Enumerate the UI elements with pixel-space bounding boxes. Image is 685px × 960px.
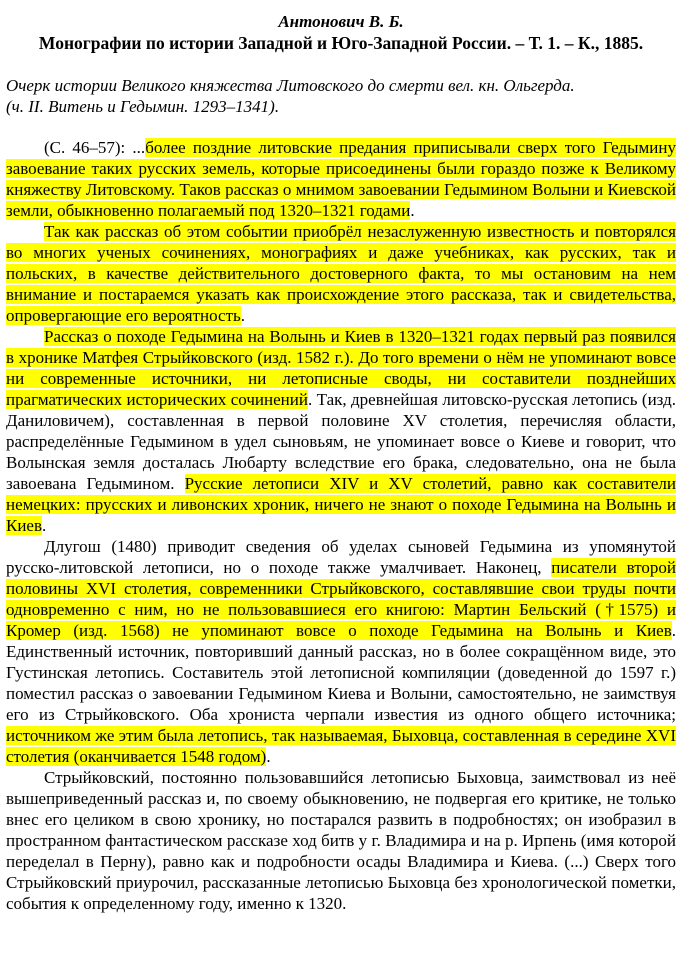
plain-text: . Так, древнейшая литовско-русская летопись (изд. Даниловичем), составленная в первой половине XV столетия, перечисляя области, распределённые Гедымином в удел сыновьям, не упоминает вовсе о Киеве и говорит, что Волынская земля досталась Любарту вследствие его брака, следовательно, она не была завоевана Гедымином.: [6, 390, 676, 493]
highlighted-text: Рассказ о походе Гедымина на Волынь и Киев в 1320–1321 годах первый раз появился в хронике Матфея Стрыйковского (изд. 1582 г.). До того времени о нём не упоминают вовсе ни современные источники, ни летописные своды, ни составители позднейших прагматических исторических сочинений: [6, 327, 676, 409]
subtitle-line-2: (ч. II. Витень и Гедымин. 1293–1341).: [6, 97, 280, 116]
paragraph: [6, 326, 676, 536]
plain-text: .: [42, 516, 47, 535]
author-line: Антонович В. Б.: [278, 12, 404, 31]
plain-text: Стрыйковский, постоянно пользовавшийся летописью Быховца, заимствовал из неё вышеприведенный рассказ и, по своему обыкновению, не подвергая его критике, не только внес его целиком в свою хронику, но постарался развить в подробностях; он изобразил в пространном фантастическом рассказе ход битв у г. Владимира и на р. Ирпень (имя которой переделал в Перну), равно как и подробности осады Владимира и Киева. (...) Сверх того Стрыйковский приурочил, рассказанные летописью Быховца без хронологической пометки, события к определенному году, именно к 1320.: [6, 768, 676, 913]
paragraph: [6, 137, 676, 221]
essay-subtitle: [6, 75, 676, 117]
highlighted-text: источником же этим была летопись, так называемая, Быховца, составленная в середине XVI столетия (оканчивается 1548 годом): [6, 726, 676, 766]
highlighted-text: Так как рассказ об этом событии приобрёл незаслуженную известность и повторялся во многих ученых сочинениях, монографиях и даже учебниках, как русских, так и польских, в качестве действительного достоверного факта, то мы остановим на нем внимание и постараемся указать как происхождение этого рассказа, так и свидетельства, опровергающие его вероятность: [6, 222, 676, 325]
document-header: [6, 11, 676, 54]
paragraph: [6, 221, 676, 326]
plain-text: .: [266, 747, 271, 766]
highlighted-text: Русские летописи XIV и XV столетий, равно как составители немецких: прусских и ливонских хроник, ничего не знают о походе Гедымина на Волынь и Киев: [6, 474, 676, 535]
plain-text: . Единственный источник, повторивший данный рассказ, но в более сокращённом виде, это Густинская летопись. Составитель этой летописной компиляции (доведенной до 1597 г.) поместил рассказ о завоевании Гедымином Киева и Волыни, самостоятельно, не заимствуя его из Стрыйковского. Оба хрониста черпали известия из одного общего источника;: [6, 621, 676, 724]
plain-text: (С. 46–57): ...: [44, 138, 146, 157]
highlighted-text: писатели второй половины XVI столетия, современники Стрыйковского, составлявшие свои труды почти одновременно с ним, но не пользовавшиеся его книгою: Мартин Бельский (†1575) и Кромер (изд. 1568) не упоминают вовсе о походе Гедымина на Волынь и Киев: [6, 558, 676, 640]
plain-text: .: [410, 201, 415, 220]
subtitle-line-1: Очерк истории Великого княжества Литовского до смерти вел. кн. Ольгерда.: [6, 76, 575, 95]
paragraph: [6, 536, 676, 767]
plain-text: Длугош (1480) приводит сведения об уделах сыновей Гедымина из упомянутой русско-литовской летописи, но о походе также умалчивает. Наконец,: [6, 537, 676, 577]
body-text: [6, 137, 676, 914]
highlighted-text: более поздние литовские предания приписывали сверх того Гедымину завоевание таких русских земель, которые присоединены были гораздо позже к Великому княжеству Литовскому. Таков рассказ о мнимом завоевании Гедымином Волыни и Киевской земли, обыкновенно полагаемый под 1320–1321 годами: [6, 138, 676, 220]
bibliographic-title: Монографии по истории Западной и Юго-Западной России. – Т. 1. – К., 1885.: [38, 33, 644, 53]
plain-text: .: [240, 306, 246, 325]
paragraph: [6, 767, 676, 914]
